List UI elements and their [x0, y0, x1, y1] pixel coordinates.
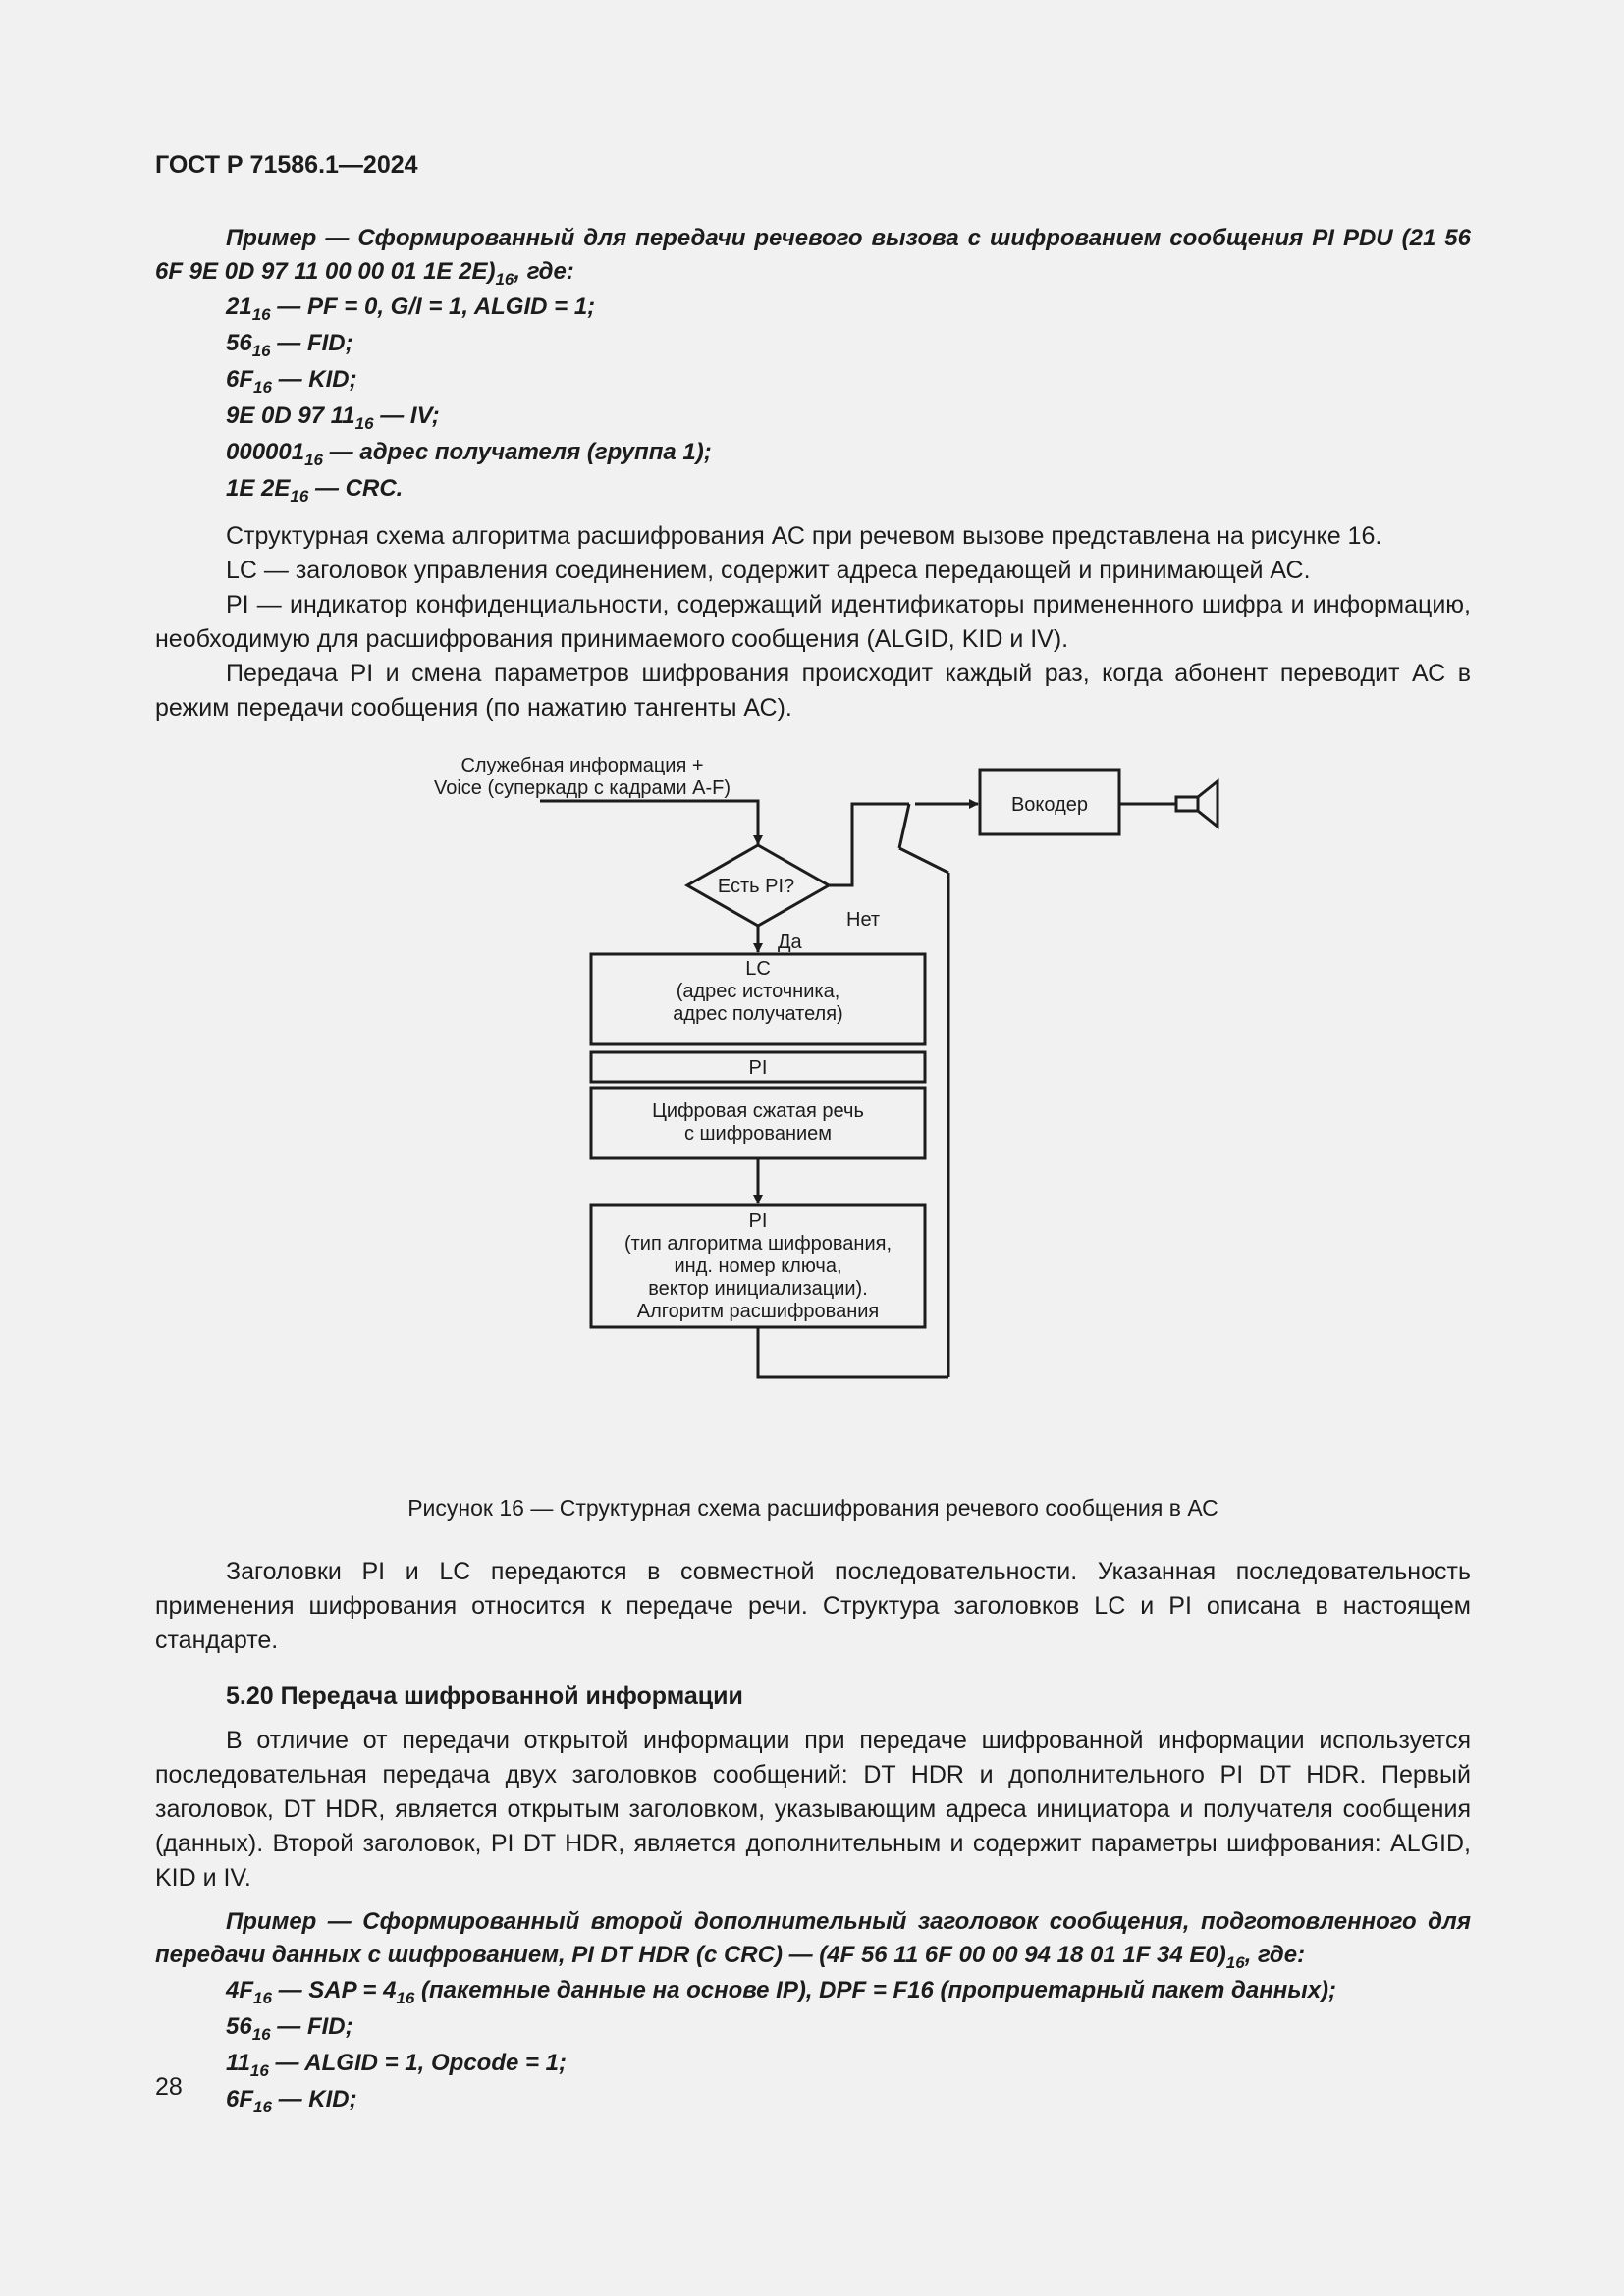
- page-content: [155, 222, 1471, 2116]
- vocoder-label: Вокодер: [1010, 794, 1089, 816]
- speech-box-line: с шифрованием: [683, 1123, 833, 1145]
- switch-control: [899, 848, 948, 873]
- hex-value: 6F: [226, 366, 254, 393]
- hex-meaning: — адрес получателя (группа 1);: [323, 439, 712, 465]
- input-label-1: Служебная информация +: [460, 755, 704, 776]
- subscript: 16: [354, 414, 374, 433]
- hex-meaning: — FID;: [270, 2013, 353, 2040]
- hex-value: 9E 0D 97 11: [226, 402, 355, 429]
- hex-meaning: — SAP = 4: [271, 1977, 397, 2003]
- pi-box-label: PI: [748, 1057, 768, 1079]
- yes-label: Да: [778, 932, 802, 953]
- subscript: 16: [251, 342, 271, 360]
- algo-box-line: PI: [748, 1210, 768, 1232]
- speaker-cone: [1198, 781, 1218, 827]
- example-1-line: [155, 363, 1471, 397]
- switch-blade: [899, 804, 909, 848]
- algo-box-line: вектор инициализации).: [648, 1278, 868, 1300]
- algo-box-line: Алгоритм расшифрования: [636, 1301, 880, 1322]
- hex-value: 56: [226, 330, 252, 356]
- example-2-line: [155, 2083, 1471, 2116]
- example-1-intro-end: , где:: [514, 258, 574, 285]
- hex-meaning: — IV;: [373, 402, 440, 429]
- lc-box-line: LC: [745, 958, 771, 980]
- paragraph: LC — заголовок управления соединением, содержит адреса передающей и принимающей АС.: [226, 557, 1311, 584]
- subscript: 16: [495, 270, 514, 289]
- example-1-intro: [155, 222, 1471, 289]
- paragraph: Передача PI и смена параметров шифрования происходит каждый раз, когда абонент переводит АС в режим передачи сообщения (по нажатию тангенты АС).: [155, 660, 1471, 721]
- subscript: 16: [253, 1989, 272, 2007]
- example-2-intro-text: Пример — Сформированный второй дополнительный заголовок сообщения, подготовленного для передачи данных с шифрованием, PI DT HDR (с CRC) — (4F 56 11 6F 00 00 94 18 01 1F 34 E0): [155, 1908, 1471, 1968]
- hex-meaning: — ALGID = 1, Opcode = 1;: [268, 2050, 568, 2076]
- feedback-return-line: [758, 1327, 948, 1377]
- example-1-line: [155, 436, 1471, 469]
- example-1-line: [155, 400, 1471, 433]
- decision-label: Есть PI?: [717, 876, 795, 897]
- subscript: 16: [253, 2098, 272, 2116]
- example-2-intro: [155, 1905, 1471, 1972]
- figure-16: [155, 751, 1471, 1491]
- subscript: 16: [253, 378, 272, 397]
- page-number: 28: [155, 2073, 183, 2101]
- paragraph: Заголовки PI и LC передаются в совместной последовательности. Указанная последовательность применения шифрования относится к передаче речи. Структура заголовков LC и PI описана в настоящем стандарте.: [155, 1558, 1471, 1654]
- hex-value: 56: [226, 2013, 252, 2040]
- hex-value: 000001: [226, 439, 305, 465]
- figure-caption: Рисунок 16 — Структурная схема расшифрования речевого сообщения в АС: [407, 1495, 1218, 1521]
- hex-meaning: — KID;: [271, 2086, 357, 2112]
- subscript: 16: [304, 451, 324, 469]
- hex-value: 6F: [226, 2086, 254, 2112]
- example-1-line: [155, 327, 1471, 360]
- speaker-body: [1176, 797, 1198, 811]
- flowchart-diagram: [155, 751, 1471, 1491]
- hex-meaning: — CRC.: [308, 475, 404, 502]
- subscript: 16: [396, 1989, 415, 2007]
- paragraph: PI — индикатор конфиденциальности, содержащий идентификаторы примененного шифра и информацию, необходимую для расшифрования принимаемого сообщения (ALGID, KID и IV).: [155, 591, 1471, 653]
- subscript: 16: [249, 2061, 269, 2080]
- example-2-line: [155, 2047, 1471, 2080]
- hex-value: 4F: [226, 1977, 254, 2003]
- hex-meaning: (пакетные данные на основе IP), DPF = F16 (проприетарный пакет данных);: [414, 1977, 1337, 2003]
- subscript: 16: [251, 2025, 271, 2044]
- subscript: 16: [1225, 1953, 1245, 1972]
- hex-value: 11: [226, 2050, 250, 2076]
- example-1-intro-text: Пример — Сформированный для передачи речевого вызова с шифрованием сообщения PI PDU (21 56 6F 9E 0D 97 11 00 00 01 1E 2E): [155, 225, 1471, 285]
- speech-box-line: Цифровая сжатая речь: [652, 1100, 864, 1122]
- algo-box-line: (тип алгоритма шифрования,: [623, 1233, 893, 1255]
- subscript: 16: [290, 487, 309, 506]
- hex-value: 1E 2E: [226, 475, 291, 502]
- input-label-2: Voice (суперкадр с кадрами A-F): [433, 777, 731, 799]
- hex-meaning: — FID;: [270, 330, 353, 356]
- hex-meaning: — KID;: [271, 366, 357, 393]
- example-2-intro-end: , где:: [1244, 1942, 1306, 1968]
- section-title: 5.20 Передача шифрованной информации: [226, 1682, 743, 1710]
- no-branch-line: [829, 804, 909, 885]
- lc-box-line: адрес получателя): [673, 1003, 843, 1025]
- lc-box-line: (адрес источника,: [676, 981, 840, 1002]
- algo-box-line: инд. номер ключа,: [674, 1255, 842, 1277]
- paragraph: Структурная схема алгоритма расшифрования АС при речевом вызове представлена на рисунке 16.: [226, 522, 1382, 550]
- example-1-line: [155, 472, 1471, 506]
- input-line: [540, 801, 758, 844]
- subscript: 16: [251, 305, 271, 324]
- paragraph: В отличие от передачи открытой информации при передаче шифрованной информации используется последовательная передача двух заголовков сообщений: DT HDR и дополнительного PI DT HDR. Первый заголовок, DT HDR, является открытым заголовком, указывающим адреса инициатора и получателя сообщения (данных). Второй заголовок, PI DT HDR, является дополнительным и содержит параметры шифрования: ALGID, KID и IV.: [155, 1727, 1471, 1892]
- example-1-line: [155, 291, 1471, 324]
- hex-meaning: — PF = 0, G/I = 1, ALGID = 1;: [270, 294, 596, 320]
- document-header: ГОСТ Р 71586.1—2024: [155, 151, 418, 179]
- no-label: Нет: [846, 909, 881, 931]
- example-2-line: [155, 2010, 1471, 2044]
- example-2-line: [155, 1974, 1471, 2007]
- hex-value: 21: [226, 294, 252, 320]
